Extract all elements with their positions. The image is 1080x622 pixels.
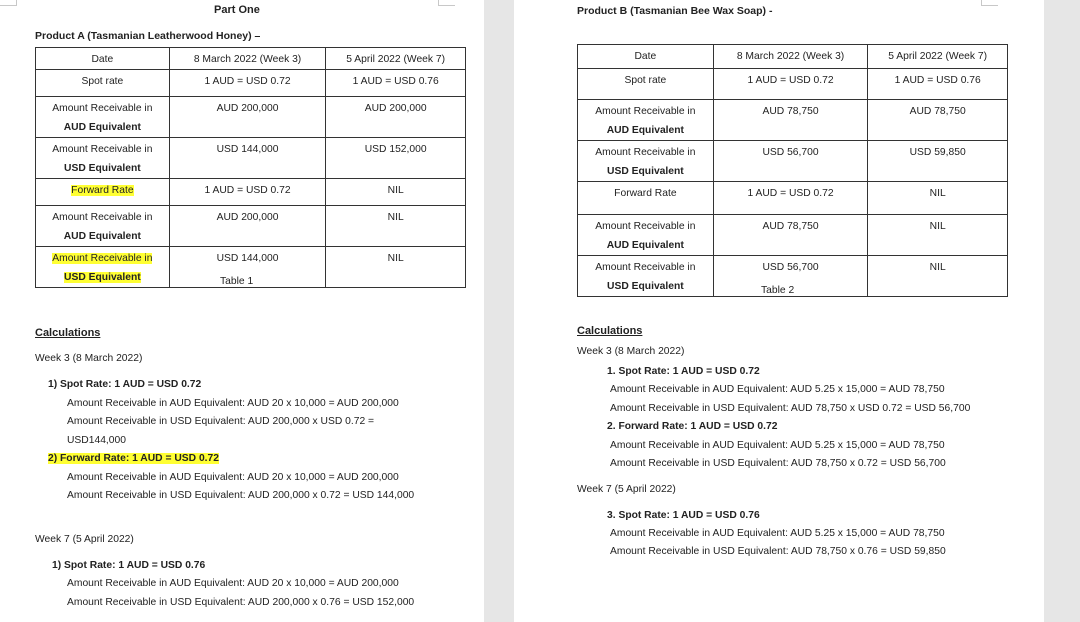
table-row xyxy=(578,141,1008,182)
table-row xyxy=(36,97,466,138)
calc-line: Amount Receivable in USD Equivalent: AUD 200,000 x USD 0.72 = xyxy=(67,416,375,427)
table-cell xyxy=(36,138,170,179)
calc-line: Amount Receivable in AUD Equivalent: AUD 5.25 x 15,000 = AUD 78,750 xyxy=(610,440,945,451)
week-heading: Week 7 (5 April 2022) xyxy=(35,534,134,545)
table-row xyxy=(578,215,1008,256)
table-cell: NIL xyxy=(326,179,466,206)
table-cell xyxy=(578,215,714,256)
cell-line: USD Equivalent xyxy=(607,166,684,177)
table-cell xyxy=(578,100,714,141)
week-heading: Week 7 (5 April 2022) xyxy=(577,484,676,495)
table-cell: Spot rate xyxy=(578,69,714,100)
page-corner-mark xyxy=(438,0,455,6)
table-cell: USD 56,700 xyxy=(713,141,868,182)
cell-line: AUD Equivalent xyxy=(63,231,141,242)
table-row xyxy=(578,69,1008,100)
table-caption: Table 1 xyxy=(220,276,254,287)
highlighted-text: Amount Receivable in xyxy=(52,253,153,264)
table-cell: Spot rate xyxy=(36,70,170,97)
calc-line: USD144,000 xyxy=(67,435,126,446)
table-row xyxy=(36,48,466,70)
highlighted-text: USD Equivalent xyxy=(64,272,141,283)
table-cell: 5 April 2022 (Week 7) xyxy=(326,48,466,70)
table-2 xyxy=(577,44,1008,297)
table-cell: AUD 78,750 xyxy=(868,100,1008,141)
table-cell: AUD 78,750 xyxy=(713,100,868,141)
calc-line: Amount Receivable in AUD Equivalent: AUD 5.25 x 15,000 = AUD 78,750 xyxy=(610,384,945,395)
right-page xyxy=(514,0,1044,622)
table-cell: Forward Rate xyxy=(578,182,714,215)
cell-line: Amount Receivable in xyxy=(52,144,153,155)
calc-item: 1) Spot Rate: 1 AUD = USD 0.76 xyxy=(52,560,206,571)
week-heading: Week 3 (8 March 2022) xyxy=(35,353,143,364)
table-row xyxy=(36,70,466,97)
table-cell xyxy=(36,97,170,138)
calc-item: 2. Forward Rate: 1 AUD = USD 0.72 xyxy=(607,421,778,432)
table-cell: 5 April 2022 (Week 7) xyxy=(868,45,1008,69)
calc-line: Amount Receivable in USD Equivalent: AUD 78,750 x USD 0.72 = USD 56,700 xyxy=(610,403,971,414)
table-cell xyxy=(36,179,170,206)
table-cell: AUD 200,000 xyxy=(169,206,326,247)
table-row xyxy=(36,138,466,179)
table-cell: 1 AUD = USD 0.76 xyxy=(326,70,466,97)
table-caption: Table 2 xyxy=(761,285,795,296)
table-cell: USD 152,000 xyxy=(326,138,466,179)
cell-line: USD Equivalent xyxy=(64,163,141,174)
table-cell: USD 144,000 xyxy=(169,138,326,179)
calc-line: Amount Receivable in USD Equivalent: AUD 200,000 x 0.76 = USD 152,000 xyxy=(67,597,415,608)
cell-line: AUD Equivalent xyxy=(63,122,141,133)
table-cell xyxy=(578,256,714,297)
table-cell: 1 AUD = USD 0.72 xyxy=(169,179,326,206)
part-heading: Part One xyxy=(214,4,260,16)
cell-line: USD Equivalent xyxy=(607,281,684,292)
calc-item: 1) Spot Rate: 1 AUD = USD 0.72 xyxy=(48,379,202,390)
table-cell: 1 AUD = USD 0.72 xyxy=(713,69,868,100)
page-corner-mark xyxy=(0,0,17,6)
highlighted-text: 2) Forward Rate: 1 AUD = USD 0.72 xyxy=(48,453,219,464)
table-cell: AUD 200,000 xyxy=(326,97,466,138)
table-cell: 8 March 2022 (Week 3) xyxy=(713,45,868,69)
table-row xyxy=(36,206,466,247)
table-cell: 1 AUD = USD 0.72 xyxy=(169,70,326,97)
calculations-heading: Calculations xyxy=(577,325,643,337)
cell-line: Amount Receivable in xyxy=(52,103,153,114)
calc-line: Amount Receivable in USD Equivalent: AUD 78,750 x 0.72 = USD 56,700 xyxy=(610,458,946,469)
table-cell: Date xyxy=(578,45,714,69)
table-cell xyxy=(36,247,170,288)
calc-line: Amount Receivable in USD Equivalent: AUD 200,000 x 0.72 = USD 144,000 xyxy=(67,490,415,501)
calc-line: Amount Receivable in AUD Equivalent: AUD 20 x 10,000 = AUD 200,000 xyxy=(67,398,399,409)
table-cell: USD 144,000 xyxy=(169,247,326,288)
table-cell: NIL xyxy=(868,215,1008,256)
highlighted-text: Forward Rate xyxy=(71,185,134,196)
table-1 xyxy=(35,47,466,288)
table-row xyxy=(36,179,466,206)
cell-line: AUD Equivalent xyxy=(606,240,684,251)
calc-item xyxy=(48,453,219,464)
table-cell: NIL xyxy=(326,206,466,247)
table-row xyxy=(578,182,1008,215)
table-cell: 1 AUD = USD 0.72 xyxy=(713,182,868,215)
table-cell: NIL xyxy=(326,247,466,288)
table-cell: 8 March 2022 (Week 3) xyxy=(169,48,326,70)
product-a-title: Product A (Tasmanian Leatherwood Honey) – xyxy=(35,30,261,42)
week-heading: Week 3 (8 March 2022) xyxy=(577,346,685,357)
calc-item: 1. Spot Rate: 1 AUD = USD 0.72 xyxy=(607,366,760,377)
calculations-heading: Calculations xyxy=(35,327,101,339)
calc-item: 3. Spot Rate: 1 AUD = USD 0.76 xyxy=(607,510,760,521)
product-b-title: Product B (Tasmanian Bee Wax Soap) - xyxy=(577,5,773,17)
table-cell: USD 59,850 xyxy=(868,141,1008,182)
table-cell xyxy=(578,141,714,182)
cell-line: Amount Receivable in xyxy=(595,106,696,117)
cell-line: Amount Receivable in xyxy=(52,212,153,223)
left-page xyxy=(0,0,484,622)
table-cell: AUD 200,000 xyxy=(169,97,326,138)
table-row xyxy=(578,45,1008,69)
cell-line: Amount Receivable in xyxy=(595,221,696,232)
calc-line: Amount Receivable in USD Equivalent: AUD 78,750 x 0.76 = USD 59,850 xyxy=(610,546,946,557)
table-cell: 1 AUD = USD 0.76 xyxy=(868,69,1008,100)
table-cell xyxy=(36,206,170,247)
calc-line: Amount Receivable in AUD Equivalent: AUD 20 x 10,000 = AUD 200,000 xyxy=(67,472,399,483)
page-corner-mark xyxy=(981,0,998,6)
table-cell: USD 56,700 xyxy=(713,256,868,297)
table-cell: NIL xyxy=(868,256,1008,297)
calc-line: Amount Receivable in AUD Equivalent: AUD 5.25 x 15,000 = AUD 78,750 xyxy=(610,528,945,539)
cell-line: AUD Equivalent xyxy=(606,125,684,136)
table-row xyxy=(578,100,1008,141)
cell-line: Amount Receivable in xyxy=(595,262,696,273)
calc-line: Amount Receivable in AUD Equivalent: AUD 20 x 10,000 = AUD 200,000 xyxy=(67,578,399,589)
table-cell: Date xyxy=(36,48,170,70)
cell-line: Amount Receivable in xyxy=(595,147,696,158)
table-cell: NIL xyxy=(868,182,1008,215)
table-cell: AUD 78,750 xyxy=(713,215,868,256)
